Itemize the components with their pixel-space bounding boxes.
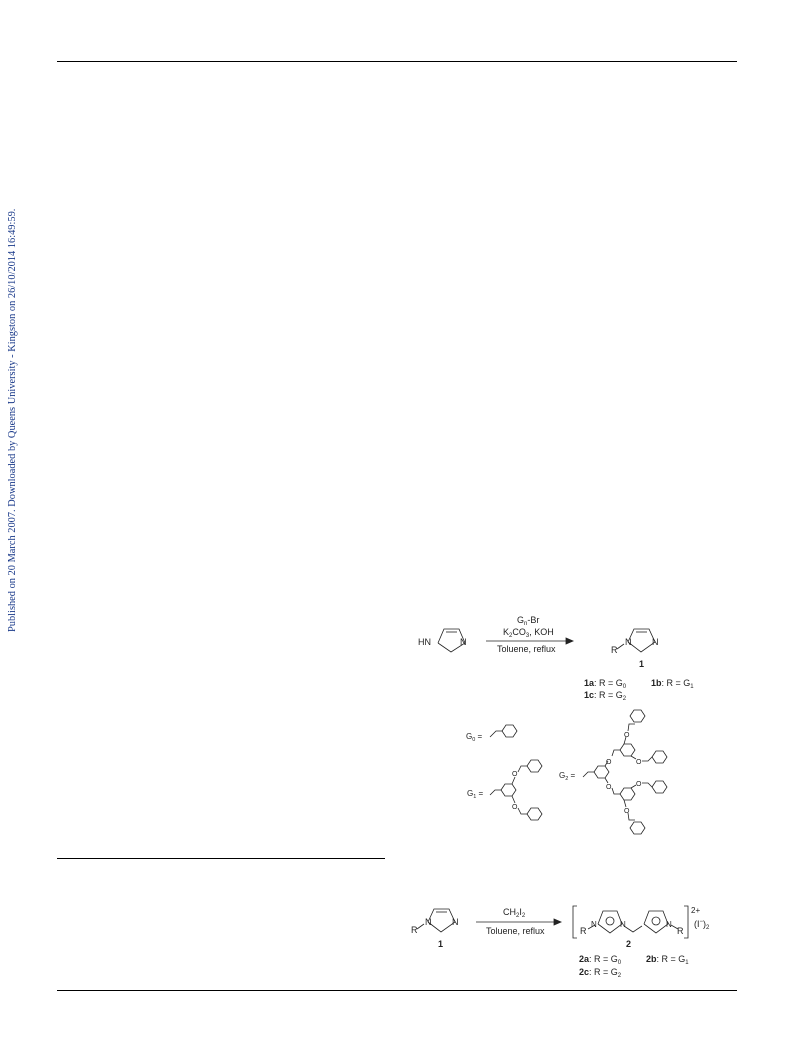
product-r-1: R	[611, 645, 618, 655]
product-n-right-2: N	[666, 920, 672, 929]
label-2b: 2b: $R = G_1$	[646, 954, 689, 966]
label-1b: 1b: $R = G_1$	[651, 678, 694, 690]
g1-o-top: O	[512, 771, 518, 778]
conditions-1: Toluene, reflux	[497, 644, 556, 654]
reagent-1: $G_n-Br$	[517, 615, 540, 627]
reactant-r-2: R	[411, 925, 418, 935]
base-1: $K_2CO_3$, KOH	[503, 627, 554, 639]
g1-o-bottom: O	[512, 804, 518, 811]
reactant-ring-2	[417, 909, 455, 932]
reactant-n: N	[460, 637, 467, 647]
reagent-2: $CH_2I_2$	[503, 907, 526, 919]
label-2a: 2a: $R = G_0$	[579, 954, 622, 966]
g2-o-5: O	[636, 781, 642, 788]
reactant-n2-2: N	[452, 917, 459, 927]
reactant-hn: HN	[418, 637, 431, 647]
g2-o-3: O	[624, 732, 630, 739]
g2-structure	[583, 710, 667, 834]
g2-o-2: O	[606, 784, 612, 791]
product-r-right: R	[677, 926, 684, 936]
product-n2-1: N	[652, 637, 659, 647]
g2-o-4: O	[636, 759, 642, 766]
g2-label: $G_2$ =	[559, 771, 576, 782]
product-n-left: N	[591, 920, 597, 929]
product-ring-1	[617, 629, 655, 652]
g0-label: $G_0$ =	[466, 732, 483, 743]
publication-note[interactable]: Published on 20 March 2007. Downloaded by Queens University - Kingston on 26/10/2014 16:49:59.	[7, 208, 18, 632]
compound-number-2-reactant: 1	[438, 939, 444, 949]
product-r-left: R	[580, 926, 587, 936]
g2-o-1: O	[606, 759, 612, 766]
bracket-right	[684, 906, 688, 938]
product-n1-1: N	[625, 637, 632, 647]
g2-o-6: O	[624, 808, 630, 815]
product-n-right: N	[620, 920, 626, 929]
g1-label: $G_1$ =	[467, 789, 484, 800]
bracket-left	[573, 906, 577, 938]
benzyl-structure	[490, 725, 517, 737]
footnote-rule	[57, 858, 385, 859]
compound-number-1: 1	[639, 659, 645, 669]
g1-structure	[490, 760, 542, 820]
reactant-n1-2: N	[425, 917, 432, 927]
label-1c: 1c: $R = G_2$	[584, 690, 627, 702]
charge: 2+	[691, 906, 701, 915]
label-1a: 1a: $R = G_0$	[584, 678, 627, 690]
bis-imidazolium	[588, 911, 678, 933]
label-2c: 2c: $R = G_2$	[579, 967, 622, 979]
footer-rule	[57, 990, 737, 991]
counterion: $(I^-)_2$	[694, 919, 710, 931]
compound-number-2: 2	[626, 939, 632, 949]
conditions-2: Toluene, reflux	[486, 926, 545, 936]
